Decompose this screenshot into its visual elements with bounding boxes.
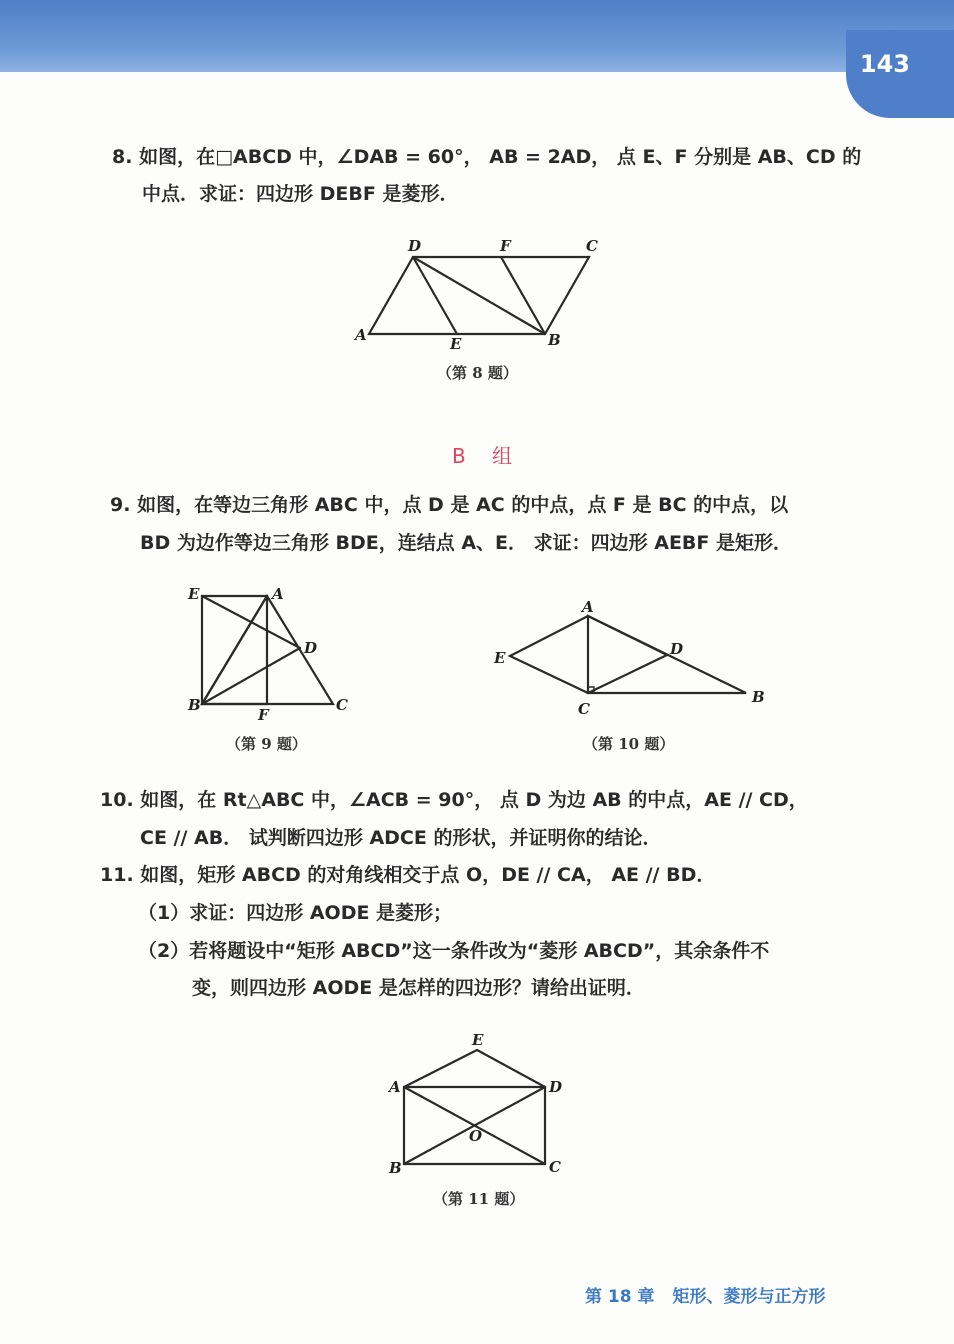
figure-10-caption: （第 10 题） — [583, 735, 675, 753]
label-b: B — [548, 331, 561, 349]
label-b: B — [389, 1159, 402, 1177]
label-b: B — [752, 688, 765, 706]
label-o: O — [469, 1127, 483, 1145]
group-b-title: B 组 — [452, 444, 523, 468]
problem-9-number: 9. — [110, 494, 131, 516]
label-a: A — [582, 598, 594, 616]
figure-8-caption: （第 8 题） — [437, 364, 518, 382]
label-a: A — [272, 585, 284, 603]
problem-11-text-1: 如图，矩形 ABCD 的对角线相交于点 O，DE // CA， AE // BD． — [140, 864, 716, 886]
label-a: A — [389, 1078, 401, 1096]
label-c: C — [549, 1158, 561, 1176]
problem-8-line-2: 中点．求证：四边形 DEBF 是菱形． — [142, 183, 459, 205]
chapter-title: 矩形、菱形与正方形 — [672, 1287, 826, 1307]
label-e: E — [494, 649, 506, 667]
problem-11-sub-2b: 变，则四边形 AODE 是怎样的四边形？请给出证明． — [192, 977, 645, 999]
problem-8-line-1 — [112, 145, 861, 169]
figure-8 — [350, 236, 610, 356]
segment-de — [413, 257, 457, 334]
header-band — [0, 0, 954, 72]
figure-11-caption: （第 11 题） — [433, 1190, 525, 1208]
segment-ed — [477, 1050, 545, 1087]
figure-11 — [385, 1030, 575, 1180]
problem-8-number: 8. — [112, 146, 133, 168]
problem-10-line-2: CE // AB． 试判断四边形 ADCE 的形状，并证明你的结论． — [140, 827, 662, 849]
chapter-number: 第 18 章 — [585, 1287, 655, 1307]
label-d: D — [670, 640, 684, 658]
segment-bd — [202, 648, 300, 704]
problem-11-line-1 — [100, 863, 715, 887]
label-c: C — [336, 696, 348, 714]
problem-10-text-1: 如图，在 Rt△ABC 中，∠ACB = 90°， 点 D 为边 AB 的中点，AE // CD， — [140, 789, 808, 811]
problem-9-line-1 — [110, 493, 788, 517]
diagonal-db — [413, 257, 545, 334]
label-d: D — [304, 639, 318, 657]
problem-10-line-1 — [100, 788, 808, 812]
label-a: A — [355, 326, 367, 344]
segment-ae — [404, 1050, 477, 1087]
label-c: C — [578, 700, 590, 718]
segment-fb — [501, 257, 545, 334]
problem-11-sub-1: （1）求证：四边形 AODE 是菱形； — [138, 902, 453, 924]
label-f: F — [500, 237, 511, 255]
label-e: E — [472, 1031, 484, 1049]
label-b: B — [188, 696, 201, 714]
chapter-footer — [585, 1282, 844, 1307]
page-number: 143 — [859, 50, 910, 78]
problem-9-text-1: 如图，在等边三角形 ABC 中，点 D 是 AC 的中点，点 F 是 BC 的中点，以 — [137, 494, 789, 516]
label-f: F — [258, 706, 269, 724]
problem-11-number: 11. — [100, 864, 134, 886]
figure-9-caption: （第 9 题） — [226, 735, 307, 753]
problem-8-text-1: 如图，在□ABCD 中，∠DAB = 60°， AB = 2AD， 点 E、F 分别是 AB、CD 的 — [139, 146, 862, 168]
problem-9-line-2: BD 为边作等边三角形 BDE，连结点 A、E． 求证：四边形 AEBF 是矩形． — [140, 532, 793, 554]
problem-11-sub-2a: （2）若将题设中“矩形 ABCD”这一条件改为“菱形 ABCD”，其余条件不 — [138, 940, 770, 962]
figure-10 — [490, 598, 770, 718]
label-d: D — [408, 237, 422, 255]
label-d: D — [549, 1078, 563, 1096]
label-e: E — [450, 335, 462, 353]
label-c: C — [586, 237, 598, 255]
problem-10-number: 10. — [100, 789, 134, 811]
label-e: E — [188, 585, 200, 603]
figure-9 — [180, 580, 360, 724]
